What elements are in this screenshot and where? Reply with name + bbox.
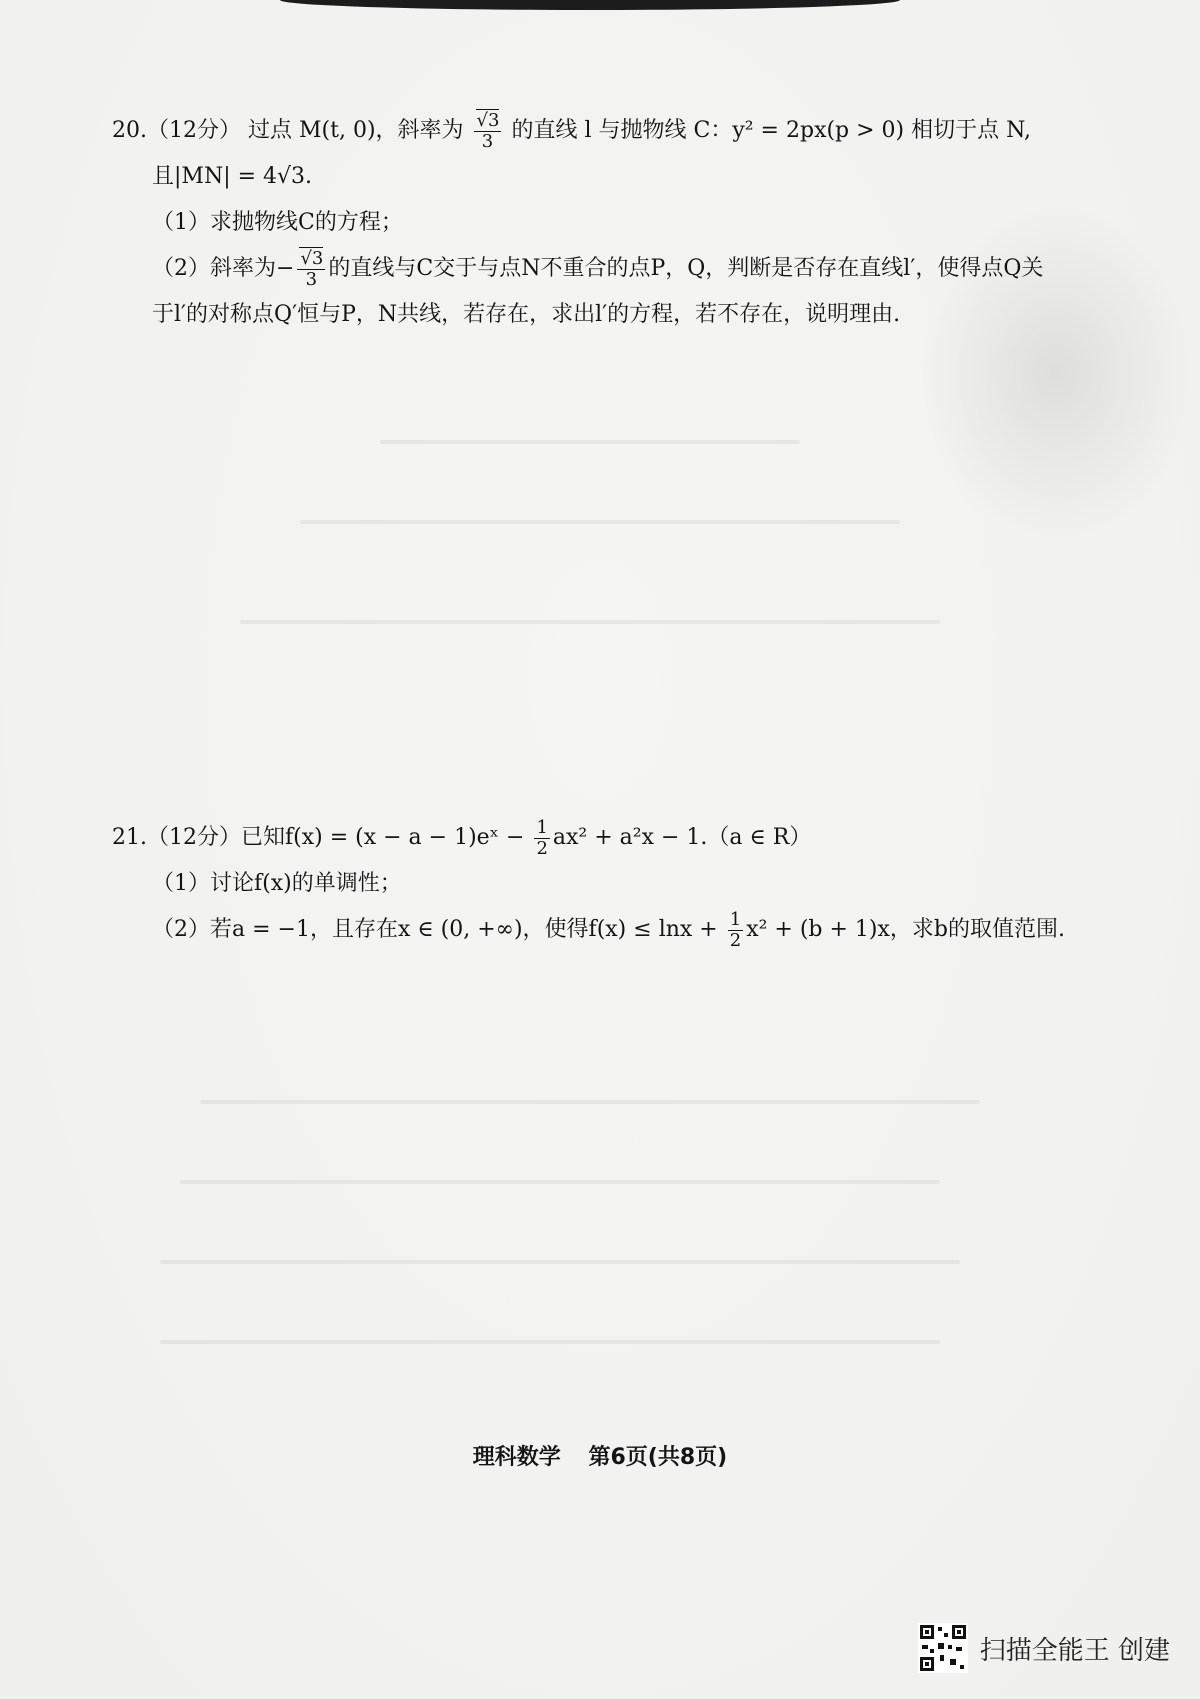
q20-text-c: 的直线 l 与抛物线 C：y² = 2px(p > 0) 相切于点 N, [511, 118, 1031, 143]
q21-part-2-denominator: 2 [729, 929, 742, 951]
bleed-through-line [160, 1340, 940, 1344]
q21-part-1: （1）讨论f(x)的单调性； [152, 871, 402, 896]
q20-part-2-sign: − [276, 256, 295, 281]
q20-part-1: （1）求抛物线C的方程； [152, 210, 403, 235]
q21-half-numerator: 1 [536, 816, 548, 838]
q21-part-2 [112, 907, 1112, 953]
q20-line-1 [112, 108, 1112, 154]
scanner-watermark [918, 1618, 1170, 1678]
scan-edge-shadow [280, 0, 900, 10]
footer-subject: 理科数学 [472, 1445, 561, 1470]
q20-line-2: 且|MN| = 4√3. [152, 164, 313, 189]
q20-slope-denominator: 3 [481, 130, 494, 152]
q20-number: 20. [112, 118, 147, 143]
bleed-through-line [160, 1260, 960, 1264]
q21-points: （12分） [147, 825, 241, 850]
q20-part-2-text-a: （2）斜率为 [152, 256, 276, 281]
q20-points: （12分） [147, 118, 241, 143]
q20-text-b: M(t, 0)，斜率为 [299, 118, 464, 143]
q21-part-2-text-a: （2）若a = −1，且存在x ∈ (0, +∞)，使得f(x) ≤ lnx + [152, 917, 718, 942]
qr-code-icon [918, 1623, 968, 1673]
bleed-through-line [240, 620, 940, 624]
q21-part-2-text-b: x² + (b + 1)x，求b的取值范围. [746, 917, 1065, 942]
footer-page-number: 第6页(共8页) [588, 1445, 728, 1470]
q21-part-2-fraction [728, 910, 743, 951]
watermark-text: 扫描全能王 创建 [979, 1635, 1170, 1666]
bleed-through-line [180, 1180, 940, 1184]
bleed-through-line [300, 520, 900, 524]
q21-text-a: 已知f(x) = (x − a − 1)eˣ − [241, 825, 525, 850]
q21-text-b: ax² + a²x − 1.（a ∈ R） [552, 825, 812, 850]
q20-text-a: 过点 [248, 118, 293, 143]
q20-part-2-line-2: 于l′的对称点Q′恒与P，N共线，若存在，求出l′的方程，若不存在，说明理由. [152, 302, 901, 327]
q20-part-2 [112, 246, 1112, 292]
page-footer [0, 1440, 1200, 1471]
question-20 [112, 108, 1112, 338]
q21-part-2-numerator: 1 [729, 908, 742, 930]
q21-number: 21. [112, 825, 147, 850]
q20-part-2-fraction [297, 249, 325, 290]
q21-half-denominator: 2 [536, 837, 548, 859]
q20-slope-numerator: √3 [474, 111, 502, 132]
q21-line-1 [112, 815, 1112, 861]
q20-slope-fraction [474, 111, 502, 152]
bleed-through-line [200, 1100, 980, 1104]
q21-half-fraction [534, 818, 549, 859]
q20-part-2-text-b: 的直线与C交于与点N不重合的点P，Q，判断是否存在直线l′，使得点Q关 [328, 256, 1044, 281]
q20-part-2-denominator: 3 [305, 268, 318, 290]
q20-part-2-numerator: √3 [297, 249, 325, 270]
bleed-through-line [380, 440, 800, 444]
question-21 [112, 815, 1112, 953]
